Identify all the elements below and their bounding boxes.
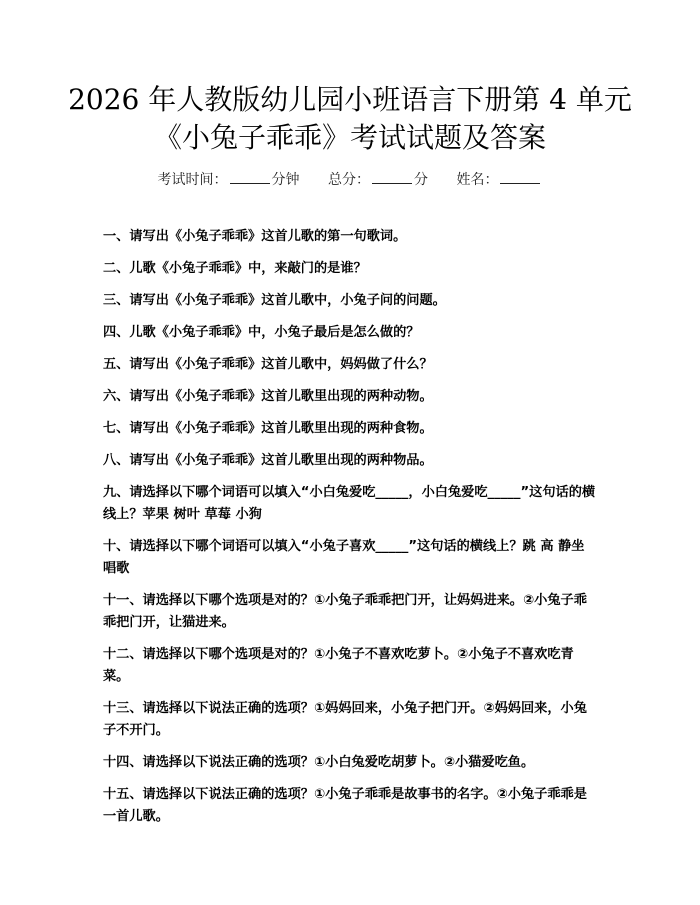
question-item: 九、请选择以下哪个词语可以填入“小白兔爱吃_____，小白兔爱吃_____”这句话的横线上？苹果 树叶 草莓 小狗 <box>103 485 596 522</box>
question-item: 十、请选择以下哪个词语可以填入“小兔子喜欢_____”这句话的横线上？跳 高 静坐 唱歌 <box>103 539 585 576</box>
time-unit: 分钟 <box>271 172 300 188</box>
name-field <box>456 169 542 190</box>
score-blank <box>372 169 412 184</box>
question-item: 八、请写出《小兔子乖乖》这首儿歌里出现的两种物品。 <box>103 453 433 468</box>
question-list <box>103 226 597 838</box>
question-item: 七、请写出《小兔子乖乖》这首儿歌里出现的两种食物。 <box>103 421 433 436</box>
question-item: 一、请写出《小兔子乖乖》这首儿歌的第一句歌词。 <box>103 229 407 244</box>
question-item: 二、儿歌《小兔子乖乖》中，来敲门的是谁？ <box>103 261 367 276</box>
question-item: 四、儿歌《小兔子乖乖》中，小兔子最后是怎么做的？ <box>103 325 420 340</box>
question-item: 五、请写出《小兔子乖乖》这首儿歌中，妈妈做了什么？ <box>103 357 433 372</box>
question-item: 十三、请选择以下说法正确的选项？①妈妈回来，小兔子把门开。②妈妈回来，小兔子不开门。 <box>103 701 587 738</box>
question-item: 十四、请选择以下说法正确的选项？①小白兔爱吃胡萝卜。②小猫爱吃鱼。 <box>103 755 535 770</box>
score-unit: 分 <box>414 172 428 188</box>
name-blank <box>500 169 540 184</box>
page-title-line2: 《小兔子乖乖》考试试题及答案 <box>153 121 546 154</box>
time-field <box>158 169 300 190</box>
question-item: 三、请写出《小兔子乖乖》这首儿歌中，小兔子问的问题。 <box>103 293 446 308</box>
name-label: 姓名： <box>456 172 499 188</box>
question-item: 六、请写出《小兔子乖乖》这首儿歌里出现的两种动物。 <box>103 389 433 404</box>
score-field <box>328 169 428 190</box>
question-item: 十二、请选择以下哪个选项是对的？①小兔子不喜欢吃萝卜。②小兔子不喜欢吃青菜。 <box>103 647 574 684</box>
time-blank <box>230 169 270 184</box>
score-label: 总分： <box>328 172 370 188</box>
question-item: 十一、请选择以下哪个选项是对的？①小兔子乖乖把门开，让妈妈进来。②小兔子乖乖把门开，让猫进来。 <box>103 593 587 630</box>
page-title-line1: 2026 年人教版幼儿园小班语言下册第 4 单元 <box>68 83 632 116</box>
exam-info <box>0 169 700 190</box>
question-item: 十五、请选择以下说法正确的选项？①小兔子乖乖是故事书的名字。②小兔子乖乖是一首儿歌。 <box>103 787 587 824</box>
time-label: 考试时间： <box>157 172 228 188</box>
